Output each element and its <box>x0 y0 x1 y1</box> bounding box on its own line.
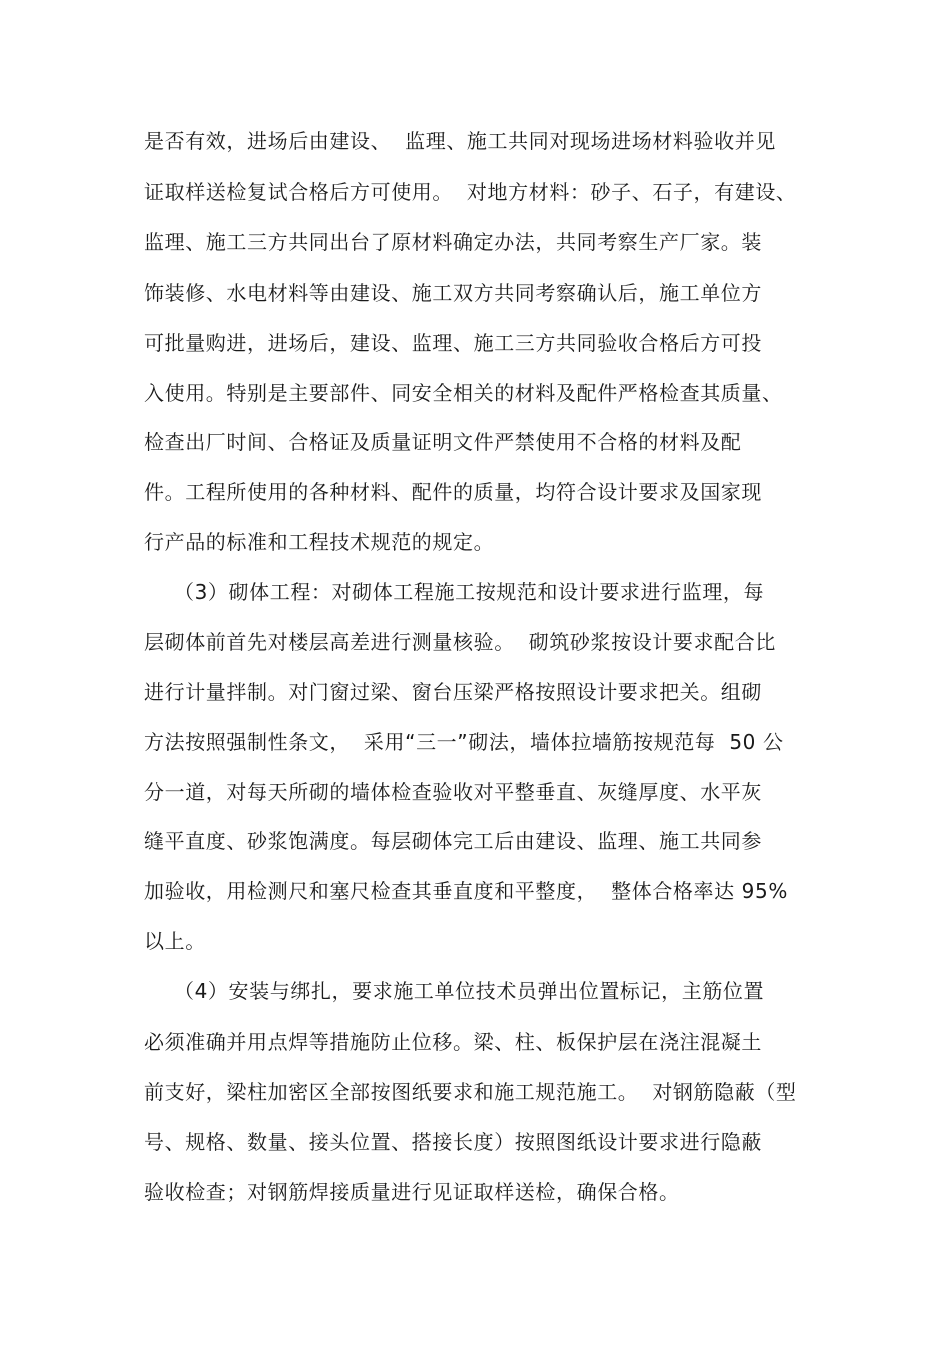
text-line: 号、规格、数量、接头位置、搭接长度）按照图纸设计要求进行隐蔽 <box>144 1130 762 1154</box>
text-line: 缝平直度、砂浆饱满度。每层砌体完工后由建设、监理、施工共同参 <box>144 829 762 853</box>
text-line: 前支好，梁柱加密区全部按图纸要求和施工规范施工。 对钢筋隐蔽（型 <box>144 1080 797 1104</box>
section-3-heading-line: （3）砌体工程：对砌体工程施工按规范和设计要求进行监理，每 <box>174 580 765 604</box>
text-line: 是否有效，进场后由建设、 监理、施工共同对现场进场材料验收并见 <box>144 129 776 153</box>
text-line: 分一道，对每天所砌的墙体检查验收对平整垂直、灰缝厚度、水平灰 <box>144 780 762 804</box>
section-4-heading-line: （4）安装与绑扎，要求施工单位技术员弹出位置标记，主筋位置 <box>174 979 765 1003</box>
text-line: 加验收，用检测尺和塞尺检查其垂直度和平整度， 整体合格率达 95% <box>144 879 788 903</box>
text-line: 入使用。特别是主要部件、同安全相关的材料及配件严格检查其质量、 <box>144 381 783 405</box>
text-line: 饰装修、水电材料等由建设、施工双方共同考察确认后，施工单位方 <box>144 281 762 305</box>
text-line: 层砌体前首先对楼层高差进行测量核验。 砌筑砂浆按设计要求配合比 <box>144 630 776 654</box>
text-line: 以上。 <box>144 929 206 953</box>
text-line: 进行计量拌制。对门窗过梁、窗台压梁严格按照设计要求把关。组砌 <box>144 680 762 704</box>
text-line: 监理、施工三方共同出台了原材料确定办法，共同考察生产厂家。装 <box>144 230 762 254</box>
text-line: 件。工程所使用的各种材料、配件的质量，均符合设计要求及国家现 <box>144 480 762 504</box>
text-line: 方法按照强制性条文， 采用“三一”砌法，墙体拉墙筋按规范每 50 公 <box>144 730 784 754</box>
text-line: 行产品的标准和工程技术规范的规定。 <box>144 530 495 554</box>
text-line: 证取样送检复试合格后方可使用。 对地方材料：砂子、石子，有建设、 <box>144 180 797 204</box>
text-line: 验收检查；对钢筋焊接质量进行见证取样送检，确保合格。 <box>144 1180 680 1204</box>
text-line: 检查出厂时间、合格证及质量证明文件严禁使用不合格的材料及配 <box>144 430 742 454</box>
text-line: 必须准确并用点焊等措施防止位移。梁、柱、板保护层在浇注混凝土 <box>144 1030 762 1054</box>
text-line: 可批量购进，进场后，建设、监理、施工三方共同验收合格后方可投 <box>144 331 762 355</box>
